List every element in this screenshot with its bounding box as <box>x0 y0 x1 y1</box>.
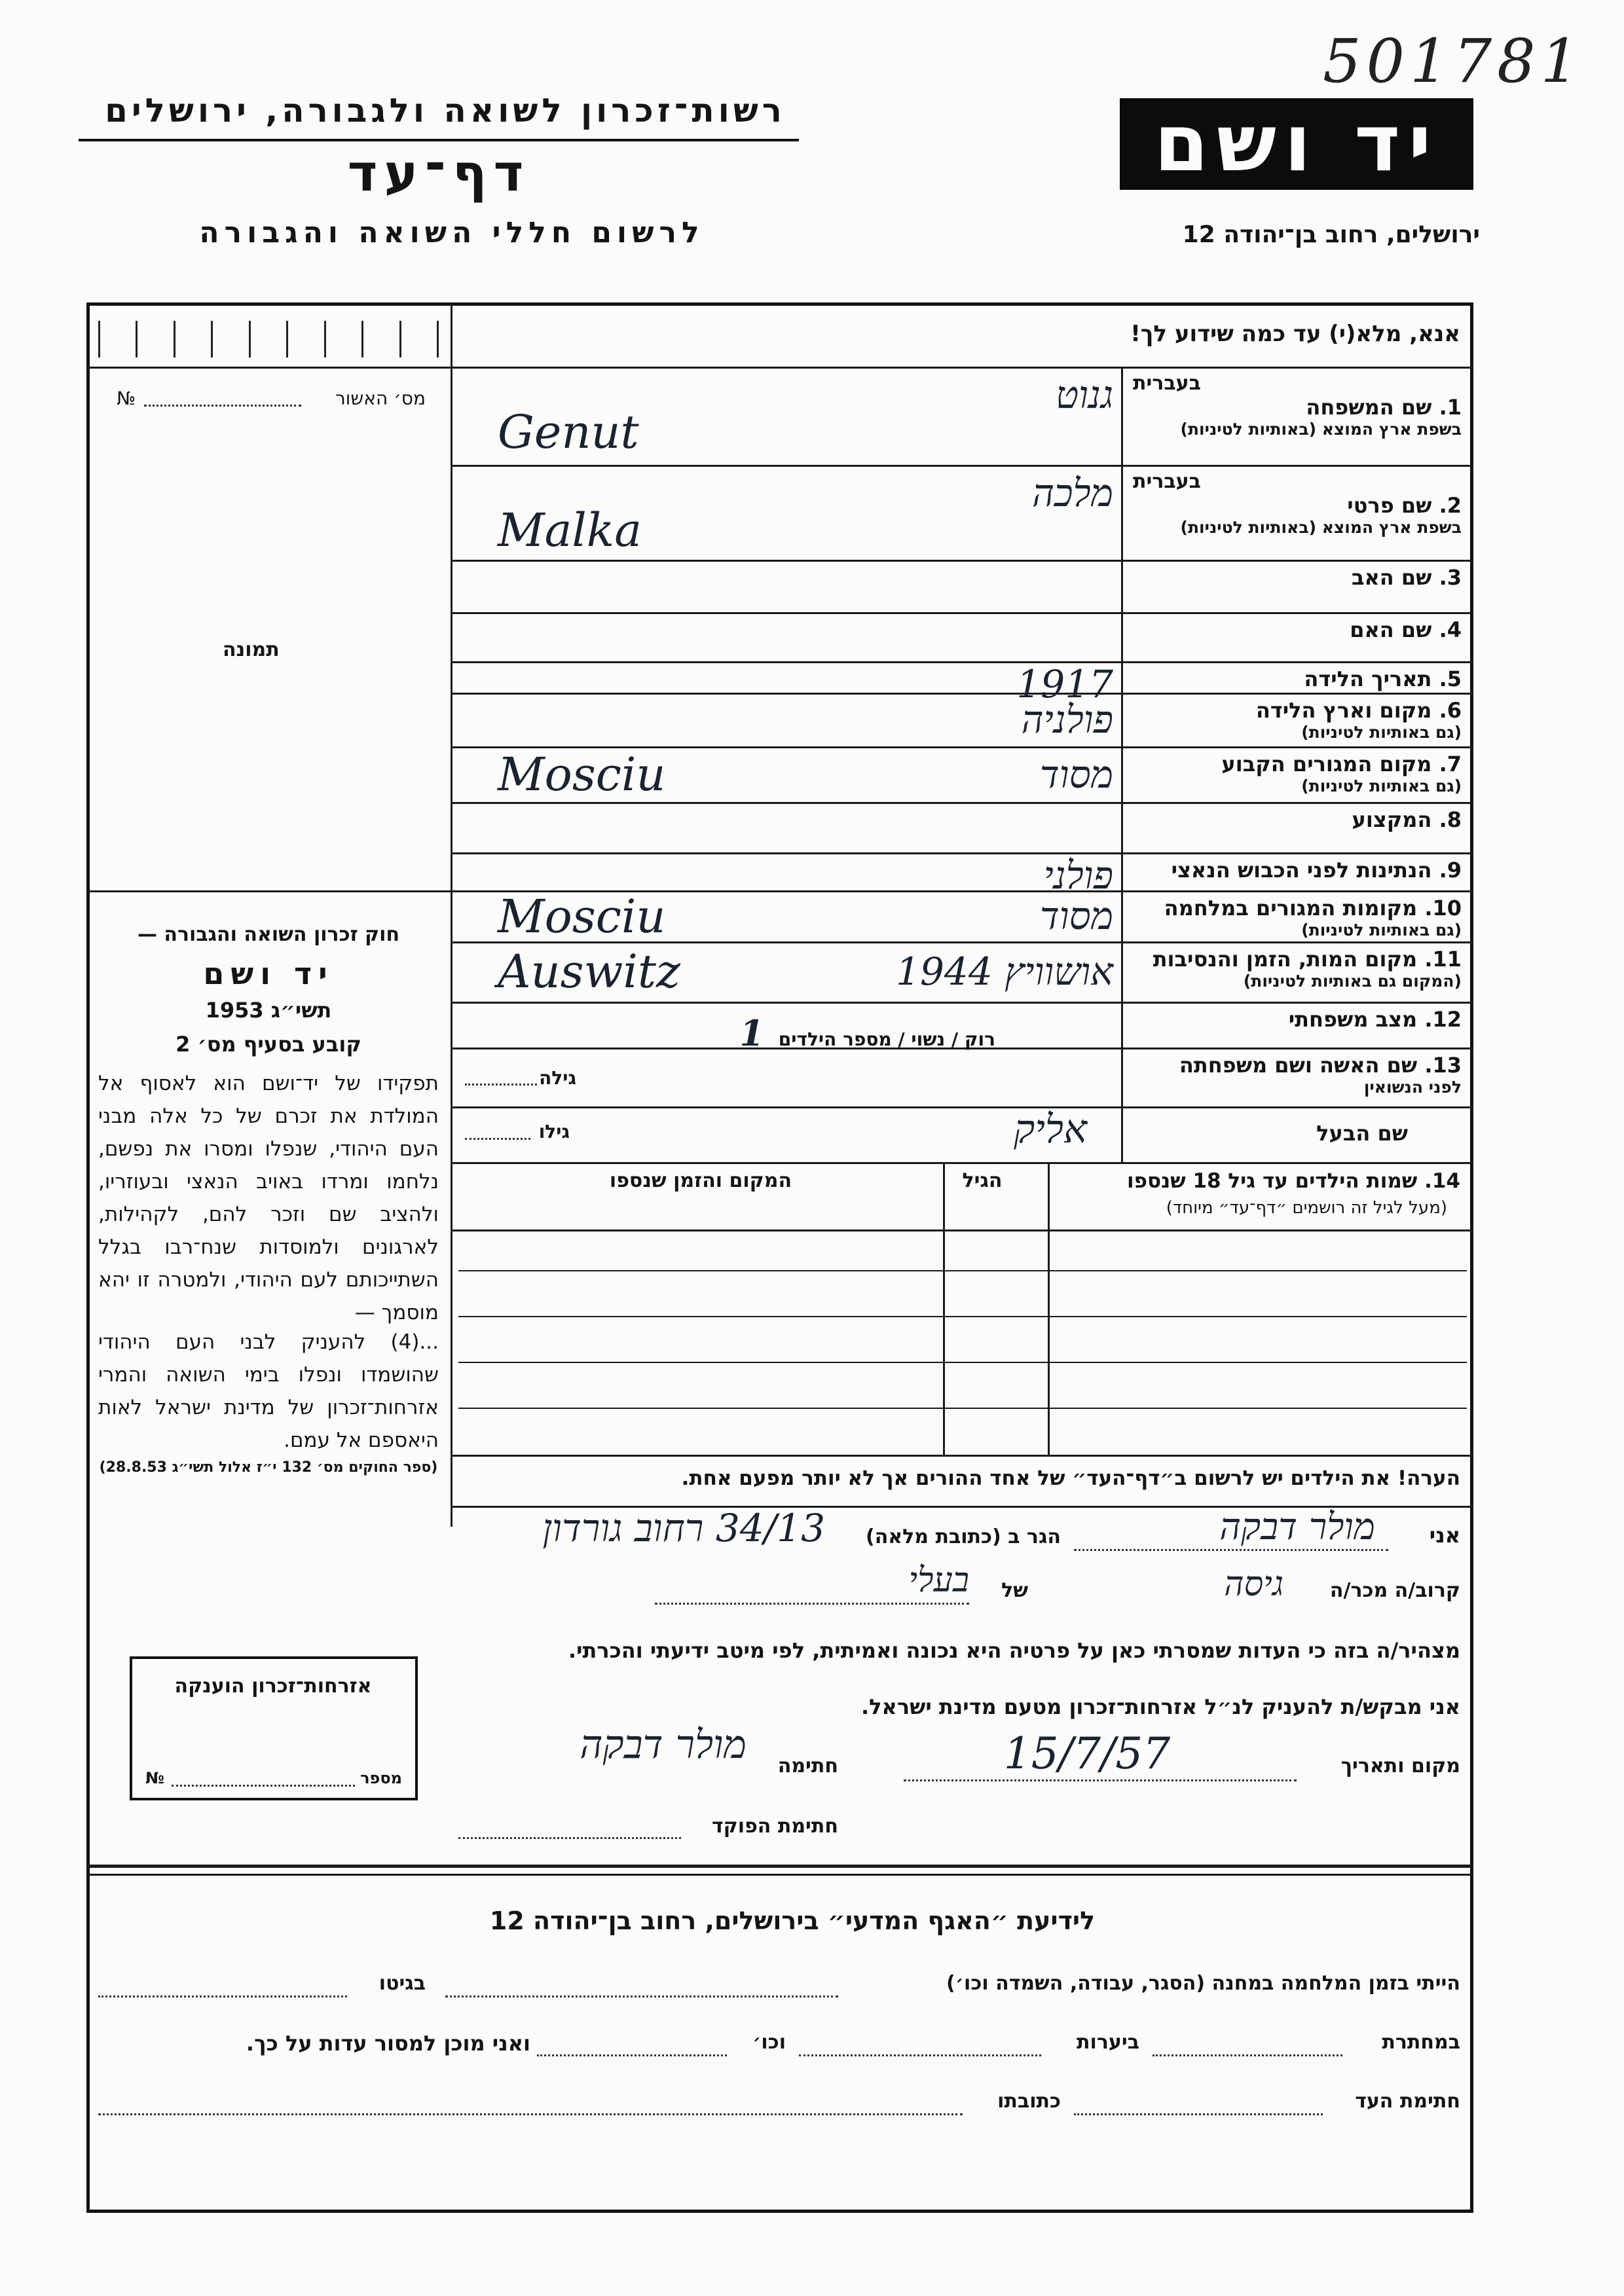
field-label-block <box>1128 807 1462 832</box>
field-label-block <box>1128 698 1462 742</box>
field-label: שם המשפחה <box>1306 395 1432 420</box>
husband-age-field[interactable] <box>465 1138 530 1140</box>
field-value-hebrew: פולני <box>1043 853 1113 898</box>
citizenship-number-label: מספר <box>360 1769 402 1787</box>
field-value-hebrew: מסוד <box>1039 752 1113 797</box>
field-label-block <box>1128 470 1462 538</box>
citizenship-box <box>130 1656 418 1800</box>
field-value-hebrew: אושוויץ 1944 <box>896 949 1113 994</box>
bottom-separator-1 <box>86 1865 1473 1868</box>
children-place-header: המקום והזמן שנספו <box>609 1169 792 1192</box>
archive-number: 501781 <box>1323 26 1585 96</box>
field-number: 9. <box>1439 858 1462 883</box>
law-body-2: ...(4) להעניק לבני העם היהודי שהושמדו ונפלו בימי השואה והמרי אזרחות־זכרון של מדינת ישראל לאות היאספם אל עמם. <box>98 1330 439 1452</box>
declaration-statement: מצהיר/ה בזה כי העדות שמסרתי כאן על פרטיה היא נכונה ואמיתית, לפי מיטב ידיעתי והכרתי. <box>568 1638 1460 1663</box>
field-label: תאריך הלידה <box>1304 666 1432 691</box>
date-line[interactable] <box>904 1779 1297 1781</box>
field-tag: בעברית <box>1133 470 1201 493</box>
field-sublabel: (גם באותיות לטיניות) <box>1301 920 1462 939</box>
field-label: שם פרטי <box>1347 493 1432 518</box>
field-number: 3. <box>1439 565 1462 590</box>
children-row-2 <box>458 1316 1467 1317</box>
field-number: 5. <box>1439 666 1462 691</box>
code-row-line <box>86 367 451 369</box>
field-label: המקצוע <box>1352 807 1432 832</box>
children-col-2 <box>943 1162 945 1457</box>
field-label-block <box>1128 565 1462 590</box>
field-label-block <box>1128 372 1462 439</box>
field-number: 11. <box>1424 947 1462 972</box>
field-label-block <box>1128 858 1462 883</box>
field-sublabel: בשפת ארץ המוצא (באותיות לטיניות) <box>1180 420 1462 439</box>
citizenship-number-line[interactable] <box>172 1785 355 1787</box>
law-year: תשי״ג 1953 <box>205 998 332 1023</box>
field-number: 13. <box>1424 1053 1462 1078</box>
wife-age-label: גילה <box>539 1067 576 1089</box>
witness-address-field[interactable] <box>98 2113 963 2115</box>
left-column-divider <box>451 302 452 1527</box>
field-sublabel: לפני הנשואין <box>1363 1078 1462 1097</box>
field-number: 8. <box>1439 807 1462 832</box>
law-name: יד ושם <box>203 956 334 991</box>
etc-label: וכו׳ <box>752 2031 786 2054</box>
field-number: 7. <box>1439 752 1462 776</box>
witness-signature-label: חתימת העד <box>1355 2090 1460 2113</box>
field-row-line <box>451 612 1473 614</box>
of-value: בעלי <box>908 1561 969 1600</box>
ghetto-label: בגיטו <box>378 1972 426 1995</box>
yad-vashem-logo: יד ושם <box>1120 98 1473 190</box>
declaration-request: אני מבקש/ת להעניק לנ״ל אזרחות־זכרון מטעם מדינת ישראל. <box>861 1694 1460 1719</box>
field-number: 6. <box>1439 698 1462 723</box>
children-section-bottom <box>451 1455 1473 1457</box>
field-label: מצב משפחתי <box>1288 1007 1418 1032</box>
field-number: 2. <box>1439 493 1462 518</box>
field-value-hebrew: מלכה <box>1032 471 1113 515</box>
field-tag: בעברית <box>1133 372 1201 395</box>
field-row-line <box>451 465 1473 467</box>
field-label-block <box>1128 896 1462 940</box>
children-col-1 <box>1048 1162 1050 1457</box>
children-age-header: הגיל <box>962 1169 1003 1192</box>
bottom-title: לידיעת ״האגף המדעי״ בירושלים, רחוב בן־יהודה 12 <box>489 1906 1096 1935</box>
code-boxes <box>98 321 439 357</box>
field-value-latin: Mosciu <box>498 747 666 801</box>
address-value: 34/13 רחוב גורדון <box>542 1506 825 1550</box>
field-number: 12. <box>1424 1007 1462 1032</box>
field-sublabel: (המקום גם באותיות לטיניות) <box>1243 972 1462 991</box>
citizenship-number-symbol: № <box>145 1769 164 1787</box>
residing-label: הגר ב (כתובת מלאה) <box>865 1525 1061 1548</box>
marital-options <box>589 1012 995 1054</box>
willing-label: ואני מוכן למסור עדות על כך. <box>246 2031 530 2056</box>
field-value-hebrew: 1917 <box>1016 662 1113 706</box>
field-label-block <box>1128 947 1462 991</box>
field-number: 1. <box>1439 395 1462 420</box>
of-label: של <box>1001 1579 1028 1602</box>
officer-label: חתימת הפוקד <box>712 1815 838 1838</box>
relative-label: קרוב/ה מכר/ה <box>1329 1579 1460 1602</box>
authority-line: רשות־זכרון לשואה ולגבורה, ירושלים <box>105 92 786 130</box>
field-sublabel: (גם באותיות לטיניות) <box>1301 723 1462 742</box>
approval-number-symbol: № <box>117 388 136 409</box>
ghetto-field[interactable] <box>98 1995 347 1997</box>
husband-row-bottom <box>451 1162 1473 1164</box>
wife-age-field[interactable] <box>465 1084 537 1085</box>
forests-field[interactable] <box>799 2054 1041 2056</box>
children-row-3 <box>458 1362 1467 1363</box>
field-value-latin: Genut <box>498 405 639 459</box>
marital-options-label: רוק / נשוי / מספר הילדים <box>778 1029 995 1050</box>
photo-area-bottom <box>86 890 451 892</box>
field-sublabel: בשפת ארץ המוצא (באותיות לטיניות) <box>1180 518 1462 537</box>
bottom-separator-2 <box>86 1874 1473 1876</box>
declaration-ani: אני <box>1429 1523 1460 1548</box>
children-row-4 <box>458 1408 1467 1409</box>
etc-field[interactable] <box>537 2054 727 2056</box>
of-value-line[interactable] <box>655 1603 969 1605</box>
field-value-latin: Malka <box>498 503 642 557</box>
field-row-line <box>451 802 1473 804</box>
children-number: 14. <box>1424 1169 1460 1193</box>
children-title <box>1054 1169 1460 1193</box>
witness-address-label: כתובתו <box>997 2090 1061 2113</box>
field-value-hebrew: פולניה <box>1021 697 1113 742</box>
signature-label: חתימה <box>777 1755 838 1777</box>
declarant-name-line[interactable] <box>1074 1549 1388 1551</box>
field-label-block <box>1128 617 1462 642</box>
photo-label: תמונה <box>223 638 280 661</box>
form-title: דף־עד <box>347 144 530 203</box>
children-sub: (מעל לגיל זה רושמים ״דף־עד״ מיוחד) <box>1166 1198 1447 1218</box>
husband-age-label: גילו <box>538 1121 570 1142</box>
field-label: מקומות המגורים במלחמה <box>1164 896 1418 920</box>
field-label: מקום וארץ הלידה <box>1255 698 1432 723</box>
officer-line[interactable] <box>458 1837 681 1839</box>
form-subtitle: לרשום חללי השואה והגבורה <box>199 216 705 249</box>
field-value-hebrew: גנוט <box>1056 373 1113 417</box>
date-value: 15/7/57 <box>1003 1728 1171 1779</box>
field-sublabel: (גם באותיות לטיניות) <box>1301 776 1462 795</box>
field-label: שם האב <box>1351 565 1432 590</box>
children-title-text: שמות הילדים עד גיל 18 שנספו <box>1127 1169 1418 1193</box>
field-label-block <box>1128 1007 1462 1032</box>
remark: הערה! את הילדים יש לרשום ב״דף־העד״ של אחד ההורים אך לא יותר מפעם אחת. <box>681 1467 1460 1490</box>
law-citation: (ספר החוקים מס׳ 132 י״ז אלול תשי״ג 28.8.53) <box>99 1459 438 1476</box>
field-label: מקום המגורים הקבוע <box>1221 752 1432 776</box>
field-label: שם האשה ושם משפחתה <box>1179 1053 1418 1078</box>
law-title: חוק זכרון השואה והגבורה — <box>137 923 400 946</box>
field-row-line <box>451 1002 1473 1004</box>
forests-label: ביערות <box>1077 2031 1139 2054</box>
underground-label: במחתרת <box>1382 2031 1460 2054</box>
witness-signature-field[interactable] <box>1074 2113 1323 2115</box>
field-label-block <box>1128 752 1462 796</box>
place-date-label: מקום ותאריך <box>1340 1755 1460 1777</box>
underground-field[interactable] <box>1153 2054 1342 2056</box>
husband-value: אליק <box>1014 1106 1087 1152</box>
field-value-latin: Mosciu <box>498 890 666 943</box>
law-body: תפקידו של יד־ושם הוא לאסוף אל המולדת את זכרם של כל אלה מבני העם היהודי, שנפלו ומסרו את נפשם, נלחמו ומרדו באויב הנאצי ובעוזריו, ולהציב שם וזכר להם, לקהילות, לארגונים ולמוסדות שנח־רבו בגלל השתייכותם לעם היהודי, ולמטרה זו יהא מוסמך — <box>98 1072 439 1324</box>
field-row-line <box>451 560 1473 562</box>
law-clause: קובע בסעיף מס׳ 2 <box>175 1032 361 1057</box>
field-value-hebrew: מסוד <box>1039 894 1113 938</box>
field-label: שם האם <box>1350 617 1432 642</box>
relation-value: גיסה <box>1224 1565 1283 1604</box>
top-row-line <box>451 367 1473 369</box>
camp-field[interactable] <box>445 1995 838 1997</box>
approval-label: מס׳ האשור <box>335 388 426 409</box>
logo-address: ירושלים, רחוב בן־יהודה 12 <box>1182 221 1480 248</box>
field-number: 4. <box>1439 617 1462 642</box>
husband-label: שם הבעל <box>1316 1121 1408 1146</box>
label-column-divider <box>1121 367 1123 1162</box>
camp-label: הייתי בזמן המלחמה במחנה (הסגר, עבודה, השמדה וכו׳) <box>946 1972 1460 1995</box>
declarant-name: מולר דבקה <box>1219 1506 1375 1548</box>
field-label-block <box>1128 1053 1462 1097</box>
signature-value: מולר דבקה <box>580 1722 747 1768</box>
field-label: הנתינות לפני הכבוש הנאצי <box>1171 858 1432 883</box>
citizenship-box-title: אזרחות־זכרון הוענקה <box>174 1675 372 1698</box>
field-label-block <box>1128 666 1462 691</box>
approval-number-field[interactable] <box>144 405 301 407</box>
children-row-1 <box>458 1270 1467 1271</box>
children-count: 1 <box>739 1012 764 1054</box>
field-number: 10. <box>1424 896 1462 920</box>
children-header-line <box>451 1230 1473 1231</box>
top-note: אנא, מלא(י) עד כמה שידוע לך! <box>1130 321 1460 347</box>
header-rule <box>79 139 799 141</box>
field-value-latin: Auswitz <box>498 945 680 998</box>
field-label: מקום המות, הזמן והנסיבות <box>1153 947 1418 972</box>
